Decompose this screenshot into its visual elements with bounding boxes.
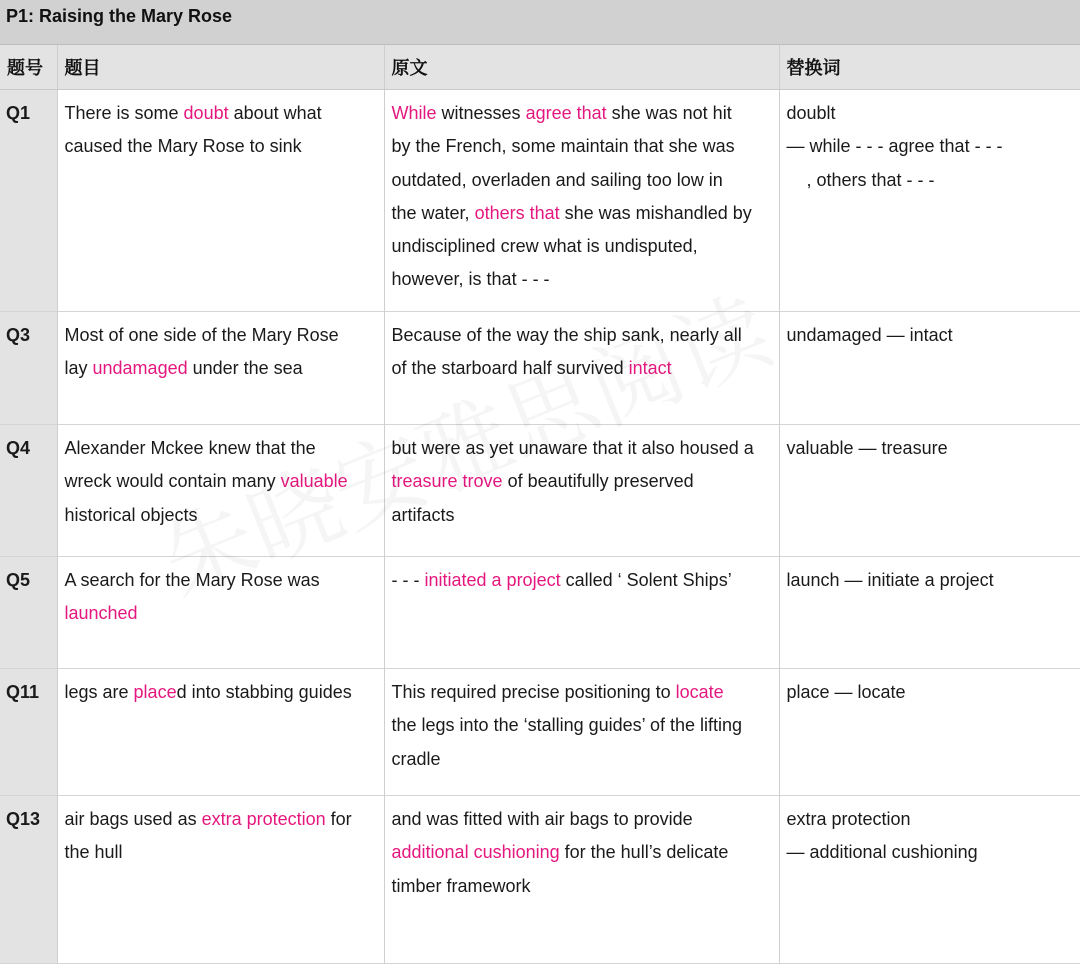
text-line: [392, 97, 772, 130]
question-cell: [57, 312, 384, 425]
text-segment: for the hull’s delicate: [559, 842, 729, 863]
text-segment: the legs into the ‘stalling guides’ of the lifting: [391, 715, 743, 736]
header-row: [0, 45, 1080, 90]
page-title: P1: Raising the Mary Rose: [6, 6, 233, 26]
text-segment: A search for the Mary Rose was: [64, 570, 320, 590]
text-line: [65, 564, 377, 597]
replacement-cell: [779, 796, 1080, 964]
text-line: [787, 319, 1073, 352]
text-line: [392, 164, 772, 197]
text-segment: of the starboard half survived: [391, 358, 629, 379]
original-text-cell: [384, 796, 779, 964]
text-line: [787, 836, 1073, 869]
highlighted-phrase: doubt: [183, 103, 229, 123]
text-segment: — while - - - agree that - - -: [786, 136, 1003, 157]
text-segment: — additional cushioning: [786, 842, 978, 863]
highlighted-phrase: launched: [64, 603, 138, 624]
header-replacement: 替换词: [779, 45, 1080, 90]
text-segment: This required precise positioning to: [391, 682, 676, 702]
question-number: Q1: [0, 90, 57, 312]
text-line: [65, 836, 377, 869]
original-text-cell: [384, 669, 779, 796]
text-segment: outdated, overladen and sailing too low in: [391, 169, 723, 190]
text-segment: artifacts: [391, 504, 455, 525]
text-segment: witnesses: [436, 103, 526, 123]
text-segment: Alexander Mckee knew that the: [64, 438, 316, 458]
question-cell: [57, 557, 384, 669]
highlighted-phrase: valuable: [280, 471, 348, 492]
highlighted-phrase: While: [391, 103, 437, 123]
text-line: [65, 319, 377, 352]
text-segment: caused the Mary Rose to sink: [64, 136, 302, 157]
text-line: [65, 803, 377, 836]
text-line: [392, 564, 772, 597]
text-segment: but were as yet unaware that it also housed a: [391, 438, 754, 458]
text-segment: timber framework: [391, 875, 531, 896]
text-segment: wreck would contain many: [64, 471, 281, 492]
text-segment: undamaged — intact: [786, 325, 953, 345]
text-line: [392, 870, 772, 903]
question-number: Q5: [0, 557, 57, 669]
header-question: 题目: [57, 45, 384, 90]
vocab-table: [0, 45, 1080, 964]
text-segment: she was not hit: [606, 103, 732, 123]
replacement-cell: [779, 312, 1080, 425]
text-line: [392, 432, 772, 465]
question-cell: [57, 669, 384, 796]
text-line: [65, 499, 377, 532]
text-line: [65, 97, 377, 130]
table-row: [0, 90, 1080, 312]
highlighted-phrase: initiated a project: [424, 570, 561, 590]
text-line: [392, 197, 772, 230]
text-segment: Because of the way the ship sank, nearly all: [391, 325, 742, 345]
text-segment: she was mishandled by: [559, 202, 752, 223]
question-cell: [57, 425, 384, 557]
text-line: [392, 803, 772, 836]
text-line: [392, 836, 772, 869]
text-segment: the hull: [64, 842, 123, 863]
replacement-cell: [779, 90, 1080, 312]
text-line: [787, 432, 1073, 465]
text-line: [392, 499, 772, 532]
original-text-cell: [384, 425, 779, 557]
question-cell: [57, 90, 384, 312]
text-segment: air bags used as: [64, 809, 202, 829]
table-row: [0, 312, 1080, 425]
text-line: [392, 743, 772, 776]
text-line: [392, 319, 772, 352]
text-segment: Most of one side of the Mary Rose: [64, 325, 339, 345]
header-original-text: 原文: [384, 45, 779, 90]
text-segment: extra protection: [786, 809, 911, 829]
text-segment: under the sea: [187, 358, 303, 379]
text-segment: of beautifully preserved: [502, 471, 694, 492]
text-line: [65, 597, 377, 630]
text-line: [787, 803, 1073, 836]
highlighted-phrase: additional cushioning: [391, 842, 560, 863]
text-line: [787, 564, 1073, 597]
text-line: [392, 352, 772, 385]
text-segment: place — locate: [786, 682, 906, 702]
original-text-cell: [384, 557, 779, 669]
text-segment: - - -: [391, 570, 425, 590]
text-line: [787, 97, 1073, 130]
text-segment: lay: [64, 358, 93, 379]
text-segment: There is some: [64, 103, 184, 123]
highlighted-phrase: others that: [474, 202, 560, 223]
text-line: [65, 130, 377, 163]
table-row: [0, 425, 1080, 557]
text-segment: launch — initiate a project: [786, 570, 994, 590]
text-line: [65, 465, 377, 498]
original-text-cell: [384, 312, 779, 425]
text-segment: historical objects: [64, 504, 198, 525]
text-line: [392, 709, 772, 742]
text-line: [65, 432, 377, 465]
replacement-cell: [779, 425, 1080, 557]
highlighted-phrase: intact: [628, 358, 672, 379]
question-number: Q4: [0, 425, 57, 557]
text-segment: cradle: [391, 748, 441, 769]
text-segment: , others that - - -: [806, 169, 935, 190]
text-line: [65, 352, 377, 385]
title-bar: [0, 0, 1080, 45]
text-segment: legs are: [64, 682, 134, 702]
highlighted-phrase: treasure trove: [391, 471, 503, 492]
text-line: [392, 676, 772, 709]
question-cell: [57, 796, 384, 964]
text-line: [65, 676, 377, 709]
text-segment: by the French, some maintain that she was: [391, 136, 735, 157]
highlighted-phrase: undamaged: [92, 358, 188, 379]
table-row: [0, 669, 1080, 796]
text-line: [787, 676, 1073, 709]
text-segment: about what: [228, 103, 322, 123]
text-segment: undisciplined crew what is undisputed,: [391, 236, 698, 257]
replacement-cell: [779, 669, 1080, 796]
text-segment: called ‘ Solent Ships’: [560, 570, 732, 590]
text-segment: doublt: [786, 103, 836, 123]
text-line: [392, 230, 772, 263]
original-text-cell: [384, 90, 779, 312]
replacement-cell: [779, 557, 1080, 669]
table-row: [0, 557, 1080, 669]
text-segment: and was fitted with air bags to provide: [391, 809, 693, 829]
text-segment: for: [325, 809, 352, 829]
highlighted-phrase: extra protection: [201, 809, 326, 829]
highlighted-phrase: place: [133, 682, 177, 702]
highlighted-phrase: locate: [675, 682, 724, 702]
text-line: [392, 263, 772, 296]
question-number: Q11: [0, 669, 57, 796]
text-segment: valuable — treasure: [786, 438, 948, 458]
text-line: [787, 130, 1073, 163]
text-segment: however, is that - - -: [391, 269, 550, 290]
text-segment: d into stabbing guides: [176, 682, 352, 702]
question-number: Q3: [0, 312, 57, 425]
text-line: [787, 164, 1073, 197]
text-line: [392, 130, 772, 163]
question-number: Q13: [0, 796, 57, 964]
table-row: [0, 796, 1080, 964]
text-segment: the water,: [391, 202, 475, 223]
text-line: [392, 465, 772, 498]
header-question-number: 题号: [0, 45, 57, 90]
highlighted-phrase: agree that: [525, 103, 607, 123]
